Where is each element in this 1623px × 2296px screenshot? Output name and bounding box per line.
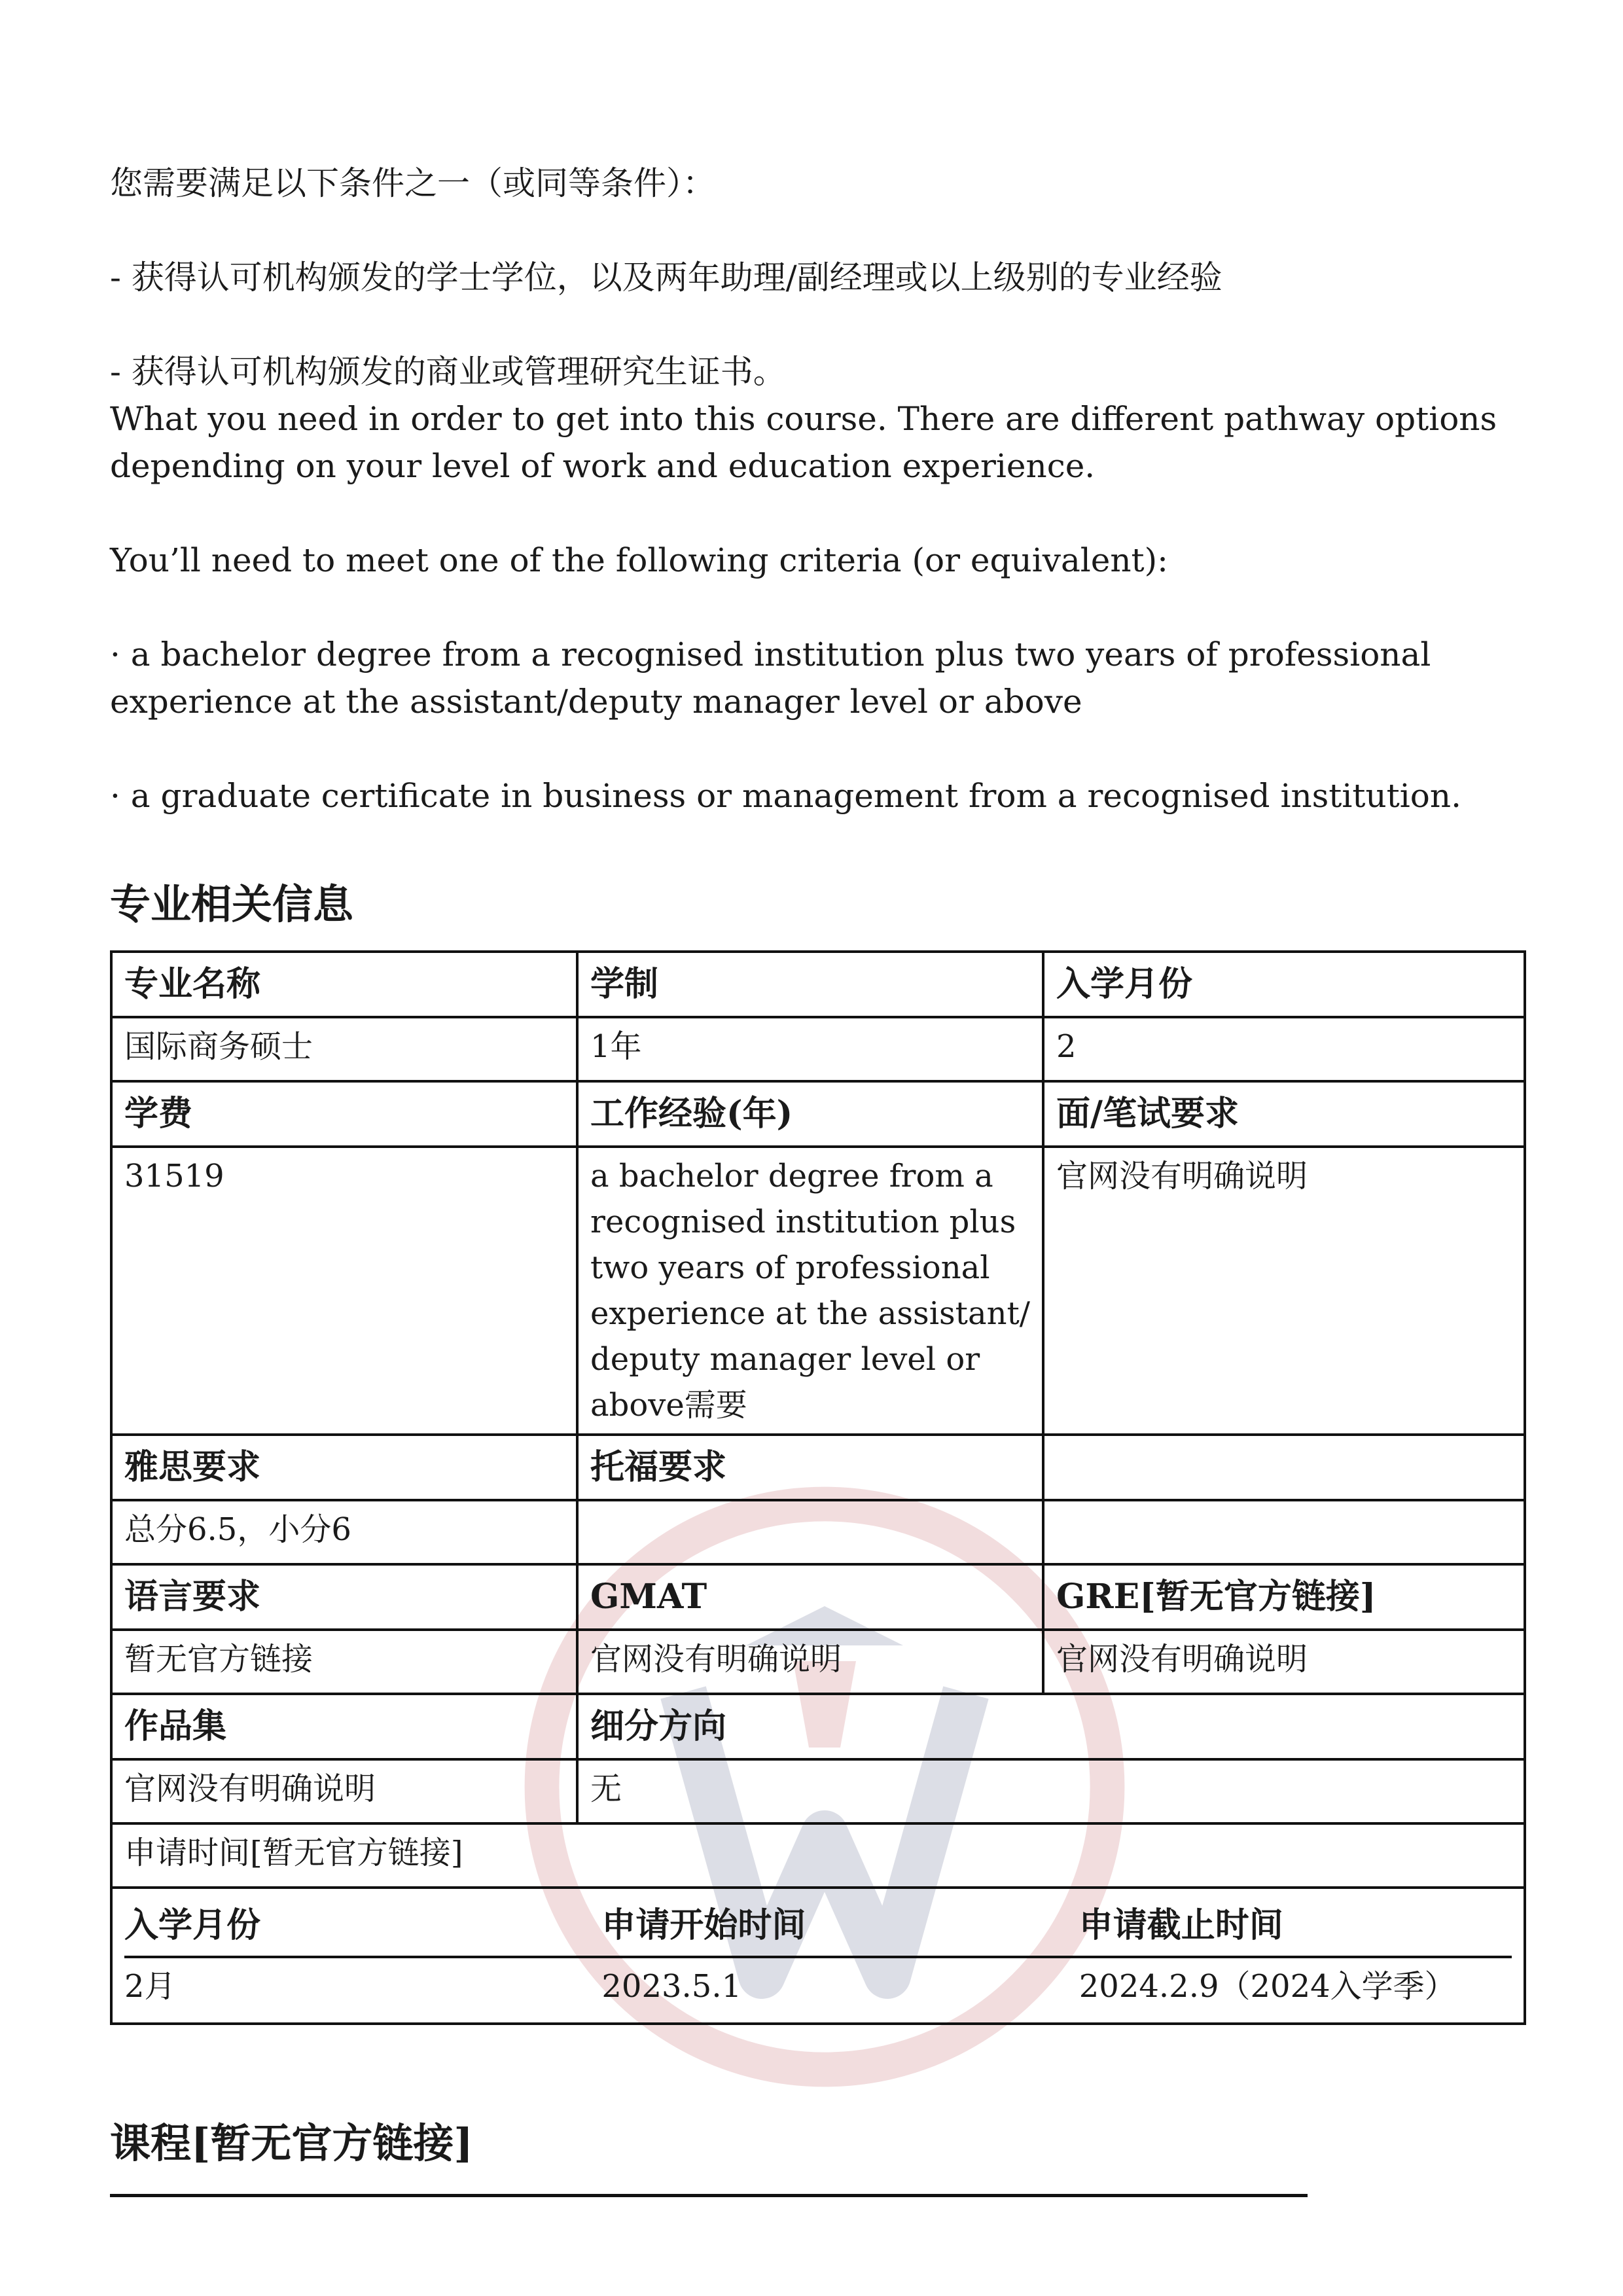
table-row — [111, 1888, 1525, 2024]
table-row — [111, 1081, 1525, 1147]
table-row — [111, 1147, 1525, 1435]
table-row — [111, 1694, 1525, 1759]
empty-cell — [1043, 1500, 1525, 1564]
table-row — [111, 1017, 1525, 1081]
work-exp-line: experience at the assistant/ — [590, 1295, 1030, 1332]
work-exp-line: recognised institution plus — [590, 1204, 1016, 1240]
intro-en-bullet-2: · a graduate certificate in business or management from a recognised institution. — [110, 777, 1461, 815]
schedule-header-deadline: 申请截止时间 — [1079, 1894, 1512, 1957]
label-ielts: 雅思要求 — [111, 1435, 577, 1500]
application-schedule-table — [124, 1894, 1512, 2015]
schedule-value-intake: 2月 — [124, 1968, 176, 2005]
value-ielts: 总分6.5，小分6 — [111, 1500, 577, 1564]
table-row — [111, 952, 1525, 1017]
intro-cn-line-1: 您需要满足以下条件之一（或同等条件）： — [110, 164, 715, 202]
program-info-table — [110, 950, 1526, 2025]
section-divider — [110, 2194, 1308, 2197]
value-duration: 1年 — [577, 1017, 1043, 1081]
intro-en-line-1: What you need in order to get into this course. There are different pathway options — [110, 400, 1497, 438]
intro-cn-line-3: - 获得认可机构颁发的商业或管理研究生证书。 — [110, 353, 786, 391]
label-language: 语言要求 — [111, 1564, 577, 1630]
empty-cell — [1043, 1435, 1525, 1500]
table-row — [111, 1759, 1525, 1823]
label-interview: 面/笔试要求 — [1043, 1081, 1525, 1147]
intro-en-line-3: You’ll need to meet one of the following criteria (or equivalent): — [110, 541, 1168, 579]
work-exp-line: two years of professional — [590, 1249, 990, 1286]
work-exp-line: a bachelor degree from a — [590, 1158, 993, 1194]
label-tuition: 学费 — [111, 1081, 577, 1147]
intro-en-bullet-1b: experience at the assistant/deputy manager level or above — [110, 683, 1082, 721]
value-intake: 2 — [1043, 1017, 1525, 1081]
table-row — [124, 1894, 1512, 1957]
value-program-name: 国际商务硕士 — [111, 1017, 577, 1081]
label-work-experience: 工作经验(年) — [577, 1081, 1043, 1147]
table-row — [111, 1500, 1525, 1564]
value-language: 暂无官方链接 — [111, 1630, 577, 1694]
work-exp-line: above需要 — [590, 1387, 747, 1424]
table-row — [111, 1435, 1525, 1500]
label-portfolio: 作品集 — [111, 1694, 577, 1759]
label-specialization: 细分方向 — [577, 1694, 1525, 1759]
value-specialization: 无 — [577, 1759, 1525, 1823]
intro-cn-line-2: - 获得认可机构颁发的学士学位，以及两年助理/副经理或以上级别的专业经验 — [110, 259, 1222, 296]
label-intake: 入学月份 — [1043, 952, 1525, 1017]
value-gmat: 官网没有明确说明 — [577, 1630, 1043, 1694]
value-work-experience — [577, 1147, 1043, 1435]
table-row — [111, 1630, 1525, 1694]
label-toefl: 托福要求 — [577, 1435, 1043, 1500]
intro-en-line-2: depending on your level of work and education experience. — [110, 447, 1096, 485]
section-title-program: 专业相关信息 — [110, 880, 354, 928]
label-application-time: 申请时间[暂无官方链接] — [111, 1823, 1525, 1888]
value-toefl — [577, 1500, 1043, 1564]
section-title-course: 课程[暂无官方链接] — [110, 2119, 473, 2167]
table-row — [111, 1823, 1525, 1888]
intro-en-bullet-1a: · a bachelor degree from a recognised institution plus two years of professional — [110, 636, 1431, 673]
label-duration: 学制 — [577, 952, 1043, 1017]
table-row — [111, 1564, 1525, 1630]
schedule-value-deadline: 2024.2.9（2024入学季） — [1079, 1968, 1456, 2005]
value-portfolio: 官网没有明确说明 — [111, 1759, 577, 1823]
work-exp-line: deputy manager level or — [590, 1341, 980, 1378]
application-schedule-cell — [111, 1888, 1525, 2024]
table-row — [124, 1957, 1512, 2015]
schedule-header-intake: 入学月份 — [124, 1894, 601, 1957]
schedule-value-open: 2023.5.1 — [601, 1968, 742, 2005]
schedule-header-open: 申请开始时间 — [601, 1894, 1079, 1957]
value-tuition: 31519 — [111, 1147, 577, 1435]
label-gmat: GMAT — [577, 1564, 1043, 1630]
value-interview: 官网没有明确说明 — [1043, 1147, 1525, 1435]
value-gre: 官网没有明确说明 — [1043, 1630, 1525, 1694]
label-program-name: 专业名称 — [111, 952, 577, 1017]
label-gre: GRE[暂无官方链接] — [1043, 1564, 1525, 1630]
